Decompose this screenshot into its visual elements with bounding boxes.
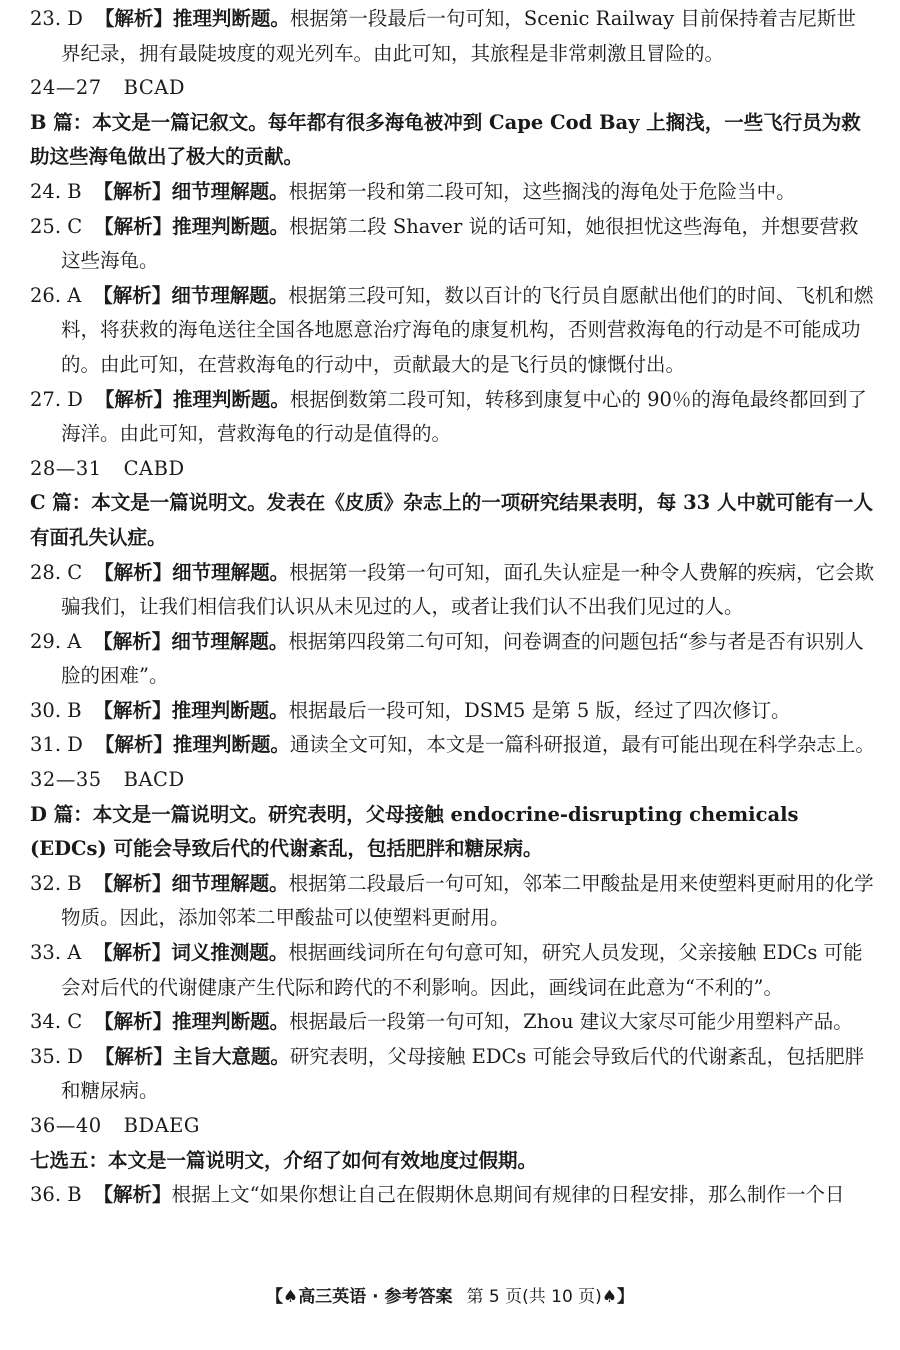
answer-range [30, 71, 875, 106]
question-number: 25. C [30, 214, 83, 238]
analysis-tag: 【解析】 [93, 941, 172, 965]
question-type: 推理判断题。 [172, 1010, 290, 1034]
answer-explanation [30, 694, 875, 729]
analysis-tag: 【解析】 [94, 7, 173, 30]
analysis-tag: 【解析】 [94, 214, 173, 238]
question-number: 33. A [30, 941, 82, 965]
analysis-tag: 【解析】 [93, 698, 172, 722]
question-number: 35. D [30, 1044, 83, 1068]
explanation-text: 根据第二段最后一句可知，邻苯二甲酸盐是用来使塑料更耐用的化学物质。因此，添加邻苯二甲酸盐可以使塑料更耐用。 [61, 871, 874, 930]
question-type: 推理判断题。 [172, 733, 290, 757]
answer-explanation [30, 728, 875, 763]
question-type: 主旨大意题。 [172, 1044, 290, 1068]
analysis-tag: 【解析】 [94, 560, 173, 584]
question-type: 推理判断题。 [172, 7, 290, 30]
passage-summary: 七选五：本文是一篇说明文，介绍了如何有效地度过假期。 [30, 1148, 538, 1172]
question-number: 23. D [30, 7, 83, 30]
answer-explanation [30, 2, 875, 71]
analysis-tag: 【解析】 [94, 1010, 173, 1034]
answer-explanation [30, 556, 875, 625]
answer-explanation [30, 1040, 875, 1109]
explanation-text: 根据最后一段第一句可知，Zhou 建议大家尽可能少用塑料产品。 [289, 1010, 853, 1034]
question-type: 细节理解题。 [171, 871, 289, 895]
answer-range [30, 452, 875, 487]
question-number: 31. D [30, 733, 83, 757]
explanation-text: 根据第二段 Shaver 说的话可知，她很担忧这些海龟，并想要营救这些海龟。 [61, 214, 859, 273]
analysis-tag: 【解析】 [93, 1183, 172, 1207]
answer-explanation [30, 210, 875, 279]
explanation-text: 通读全文可知，本文是一篇科研报道，最有可能出现在科学杂志上。 [289, 733, 875, 757]
question-type: 词义推测题。 [171, 941, 289, 965]
footer-page-number: 第 5 页(共 10 页) [466, 1287, 602, 1307]
question-number: 28. C [30, 560, 83, 584]
analysis-tag: 【解析】 [93, 871, 172, 895]
passage-summary: B 篇：本文是一篇记叙文。每年都有很多海龟被冲到 Cape Cod Bay 上搁浅，一些飞行员为救助这些海龟做出了极大的贡献。 [30, 110, 861, 169]
question-type: 推理判断题。 [172, 387, 290, 411]
answer-letters: BDAEG [123, 1114, 200, 1137]
answer-explanation [30, 1005, 875, 1040]
explanation-text: 根据画线词所在句句意可知，研究人员发现，父亲接触 EDCs 可能会对后代的代谢健康产生代际和跨代的不利影响。因此，画线词在此意为“不利的”。 [61, 941, 863, 999]
passage-summary: C 篇：本文是一篇说明文。发表在《皮质》杂志上的一项研究结果表明，每 33 人中就可能有一人有面孔失认症。 [30, 491, 874, 549]
answer-letters: CABD [123, 456, 185, 480]
question-type: 细节理解题。 [171, 629, 289, 653]
question-range: 32—35 [30, 768, 102, 792]
analysis-tag: 【解析】 [94, 733, 173, 757]
page-footer [0, 1282, 900, 1307]
explanation-text: 根据第四段第二句可知，问卷调查的问题包括“参与者是否有识别人脸的困难”。 [61, 629, 864, 688]
question-number: 36. B [30, 1183, 82, 1207]
question-number: 32. B [30, 871, 82, 895]
explanation-text: 根据第一段和第二段可知，这些搁浅的海龟处于危险当中。 [288, 179, 796, 203]
question-range: 28—31 [30, 456, 102, 480]
passage-summary: D 篇：本文是一篇说明文。研究表明，父母接触 endocrine-disrupting chemicals (EDCs) 可能会导致后代的代谢紊乱，包括肥胖和糖尿病。 [30, 802, 799, 861]
question-type: 细节理解题。 [171, 179, 289, 203]
explanation-text: 根据倒数第二段可知，转移到康复中心的 90％的海龟最终都回到了海洋。由此可知，营救海龟的行动是值得的。 [61, 387, 867, 446]
analysis-tag: 【解析】 [93, 179, 172, 203]
question-type: 推理判断题。 [172, 214, 290, 238]
question-number: 27. D [30, 387, 83, 411]
answer-explanation [30, 936, 875, 1005]
answer-letters: BACD [123, 768, 185, 792]
question-number: 26. A [30, 283, 82, 307]
answer-range [30, 763, 875, 798]
explanation-text: 研究表明，父母接触 EDCs 可能会导致后代的代谢紊乱，包括肥胖和糖尿病。 [61, 1044, 865, 1103]
analysis-tag: 【解析】 [94, 1044, 173, 1068]
answer-explanation [30, 867, 875, 936]
answer-explanation [30, 279, 875, 383]
question-number: 34. C [30, 1010, 83, 1034]
explanation-text: 根据最后一段可知，DSM5 是第 5 版，经过了四次修订。 [288, 698, 791, 722]
question-number: 29. A [30, 629, 82, 653]
analysis-tag: 【解析】 [94, 387, 173, 411]
answer-key-page [30, 2, 875, 1213]
analysis-tag: 【解析】 [93, 283, 172, 307]
footer-title: 高三英语 · 参考答案 [298, 1287, 453, 1307]
question-type: 细节理解题。 [172, 560, 290, 584]
answer-explanation [30, 175, 875, 210]
explanation-text: 根据第一段最后一句可知，Scenic Railway 目前保持着吉尼斯世界纪录，拥有最陡坡度的观光列车。由此可知，其旅程是非常刺激且冒险的。 [61, 7, 856, 65]
answer-explanation [30, 1178, 875, 1213]
footer-right-mark: ♠】 [601, 1287, 635, 1307]
explanation-text: 根据第三段可知，数以百计的飞行员自愿献出他们的时间、飞机和燃料，将获救的海龟送往全国各地愿意治疗海龟的康复机构，否则营救海龟的行动是不可能成功的。由此可知，在营救海龟的行动中，贡献最大的是飞行员的慷慨付出。 [61, 283, 874, 376]
answer-explanation [30, 383, 875, 452]
question-range: 24—27 [30, 76, 102, 100]
question-type: 细节理解题。 [171, 283, 289, 307]
question-number: 30. B [30, 698, 82, 722]
question-range: 36—40 [30, 1114, 102, 1137]
question-number: 24. B [30, 179, 82, 203]
answer-letters: BCAD [123, 76, 185, 100]
footer-left-mark: 【♠ [265, 1287, 299, 1307]
explanation-text: 根据上文“如果你想让自己在假期休息期间有规律的日程安排，那么制作一个日 [171, 1183, 845, 1207]
explanation-text: 根据第一段第一句可知，面孔失认症是一种令人费解的疾病，它会欺骗我们，让我们相信我们认识从未见过的人，或者让我们认不出我们见过的人。 [61, 560, 875, 619]
answer-explanation [30, 625, 875, 694]
answer-range [30, 1109, 875, 1144]
analysis-tag: 【解析】 [93, 629, 172, 653]
question-type: 推理判断题。 [171, 698, 289, 722]
